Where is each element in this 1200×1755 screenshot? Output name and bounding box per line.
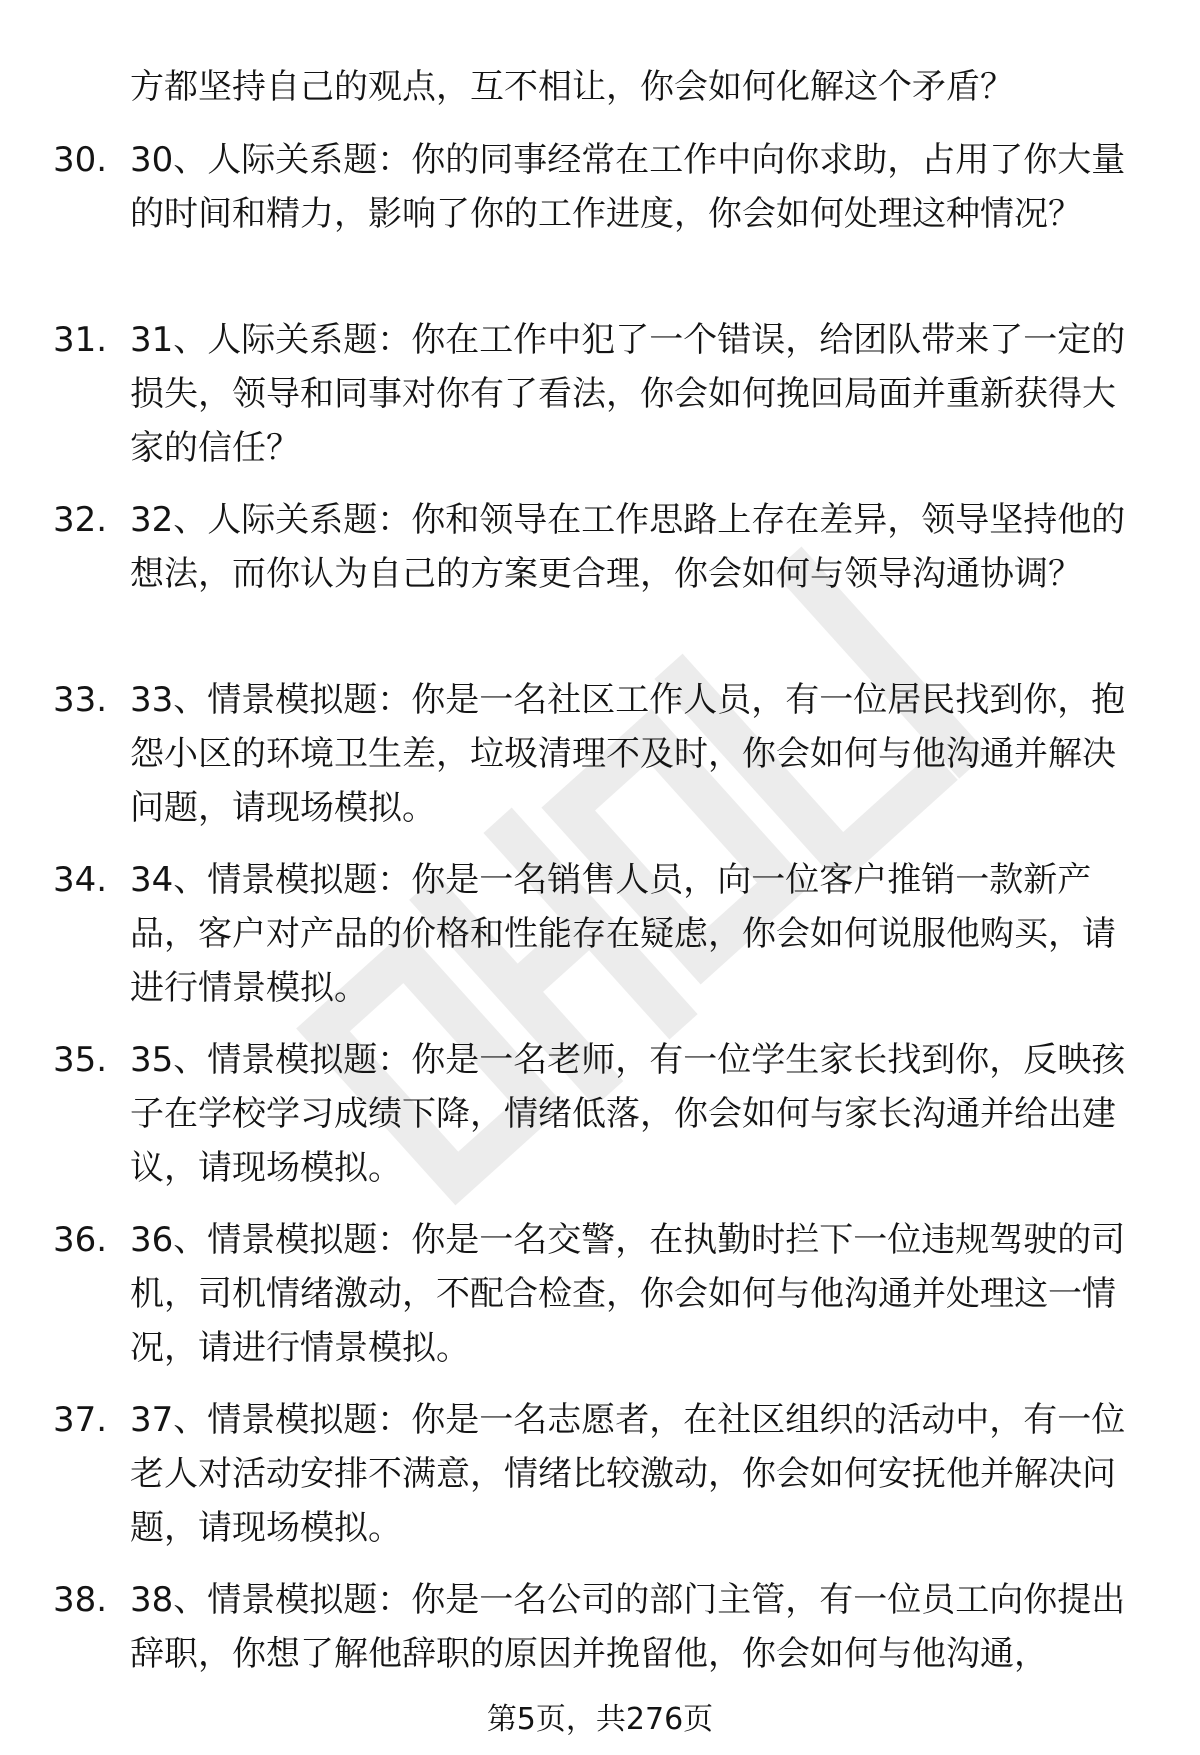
question-text: 38、情景模拟题：你是一名公司的部门主管，有一位员工向你提出辞职，你想了解他辞职的原因并挽留他，你会如何与他沟通， xyxy=(130,1580,1126,1674)
question-item xyxy=(0,313,1200,493)
question-number: 30. xyxy=(53,140,108,180)
question-text: 35、情景模拟题：你是一名老师，有一位学生家长找到你，反映孩子在学校学习成绩下降，情绪低落，你会如何与家长沟通并给出建议，请现场模拟。 xyxy=(130,1040,1126,1188)
question-text: 33、情景模拟题：你是一名社区工作人员，有一位居民找到你，抱怨小区的环境卫生差，垃圾清理不及时，你会如何与他沟通并解决问题，请现场模拟。 xyxy=(130,680,1126,828)
question-list xyxy=(0,133,1200,1753)
question-item xyxy=(0,1213,1200,1393)
continuation-line: 方都坚持自己的观点，互不相让，你会如何化解这个矛盾？ xyxy=(130,67,1014,107)
question-text: 37、情景模拟题：你是一名志愿者，在社区组织的活动中，有一位老人对活动安排不满意，情绪比较激动，你会如何安抚他并解决问题，请现场模拟。 xyxy=(130,1400,1126,1548)
question-item xyxy=(0,1033,1200,1213)
question-text: 32、人际关系题：你和领导在工作思路上存在差异，领导坚持他的想法，而你认为自己的方案更合理，你会如何与领导沟通协调？ xyxy=(130,500,1126,594)
question-text: 30、人际关系题：你的同事经常在工作中向你求助，占用了你大量的时间和精力，影响了你的工作进度，你会如何处理这种情况？ xyxy=(130,140,1126,234)
page-footer: 第5页，共276页 xyxy=(486,1702,714,1737)
question-number: 36. xyxy=(53,1220,108,1260)
question-text: 36、情景模拟题：你是一名交警，在执勤时拦下一位违规驾驶的司机，司机情绪激动，不配合检查，你会如何与他沟通并处理这一情况，请进行情景模拟。 xyxy=(130,1220,1126,1368)
question-text: 31、人际关系题：你在工作中犯了一个错误，给团队带来了一定的损失，领导和同事对你有了看法，你会如何挽回局面并重新获得大家的信任？ xyxy=(130,320,1126,468)
question-item xyxy=(0,853,1200,1033)
question-number: 35. xyxy=(53,1040,108,1080)
question-item xyxy=(0,673,1200,853)
question-text: 34、情景模拟题：你是一名销售人员，向一位客户推销一款新产品，客户对产品的价格和性能存在疑虑，你会如何说服他购买，请进行情景模拟。 xyxy=(130,860,1116,1008)
question-number: 33. xyxy=(53,680,108,720)
question-number: 34. xyxy=(53,860,108,900)
question-number: 31. xyxy=(53,320,108,360)
question-number: 38. xyxy=(53,1580,108,1620)
question-item xyxy=(0,493,1200,673)
question-number: 37. xyxy=(53,1400,108,1440)
question-item xyxy=(0,1393,1200,1573)
question-number: 32. xyxy=(53,500,108,540)
question-item xyxy=(0,133,1200,313)
